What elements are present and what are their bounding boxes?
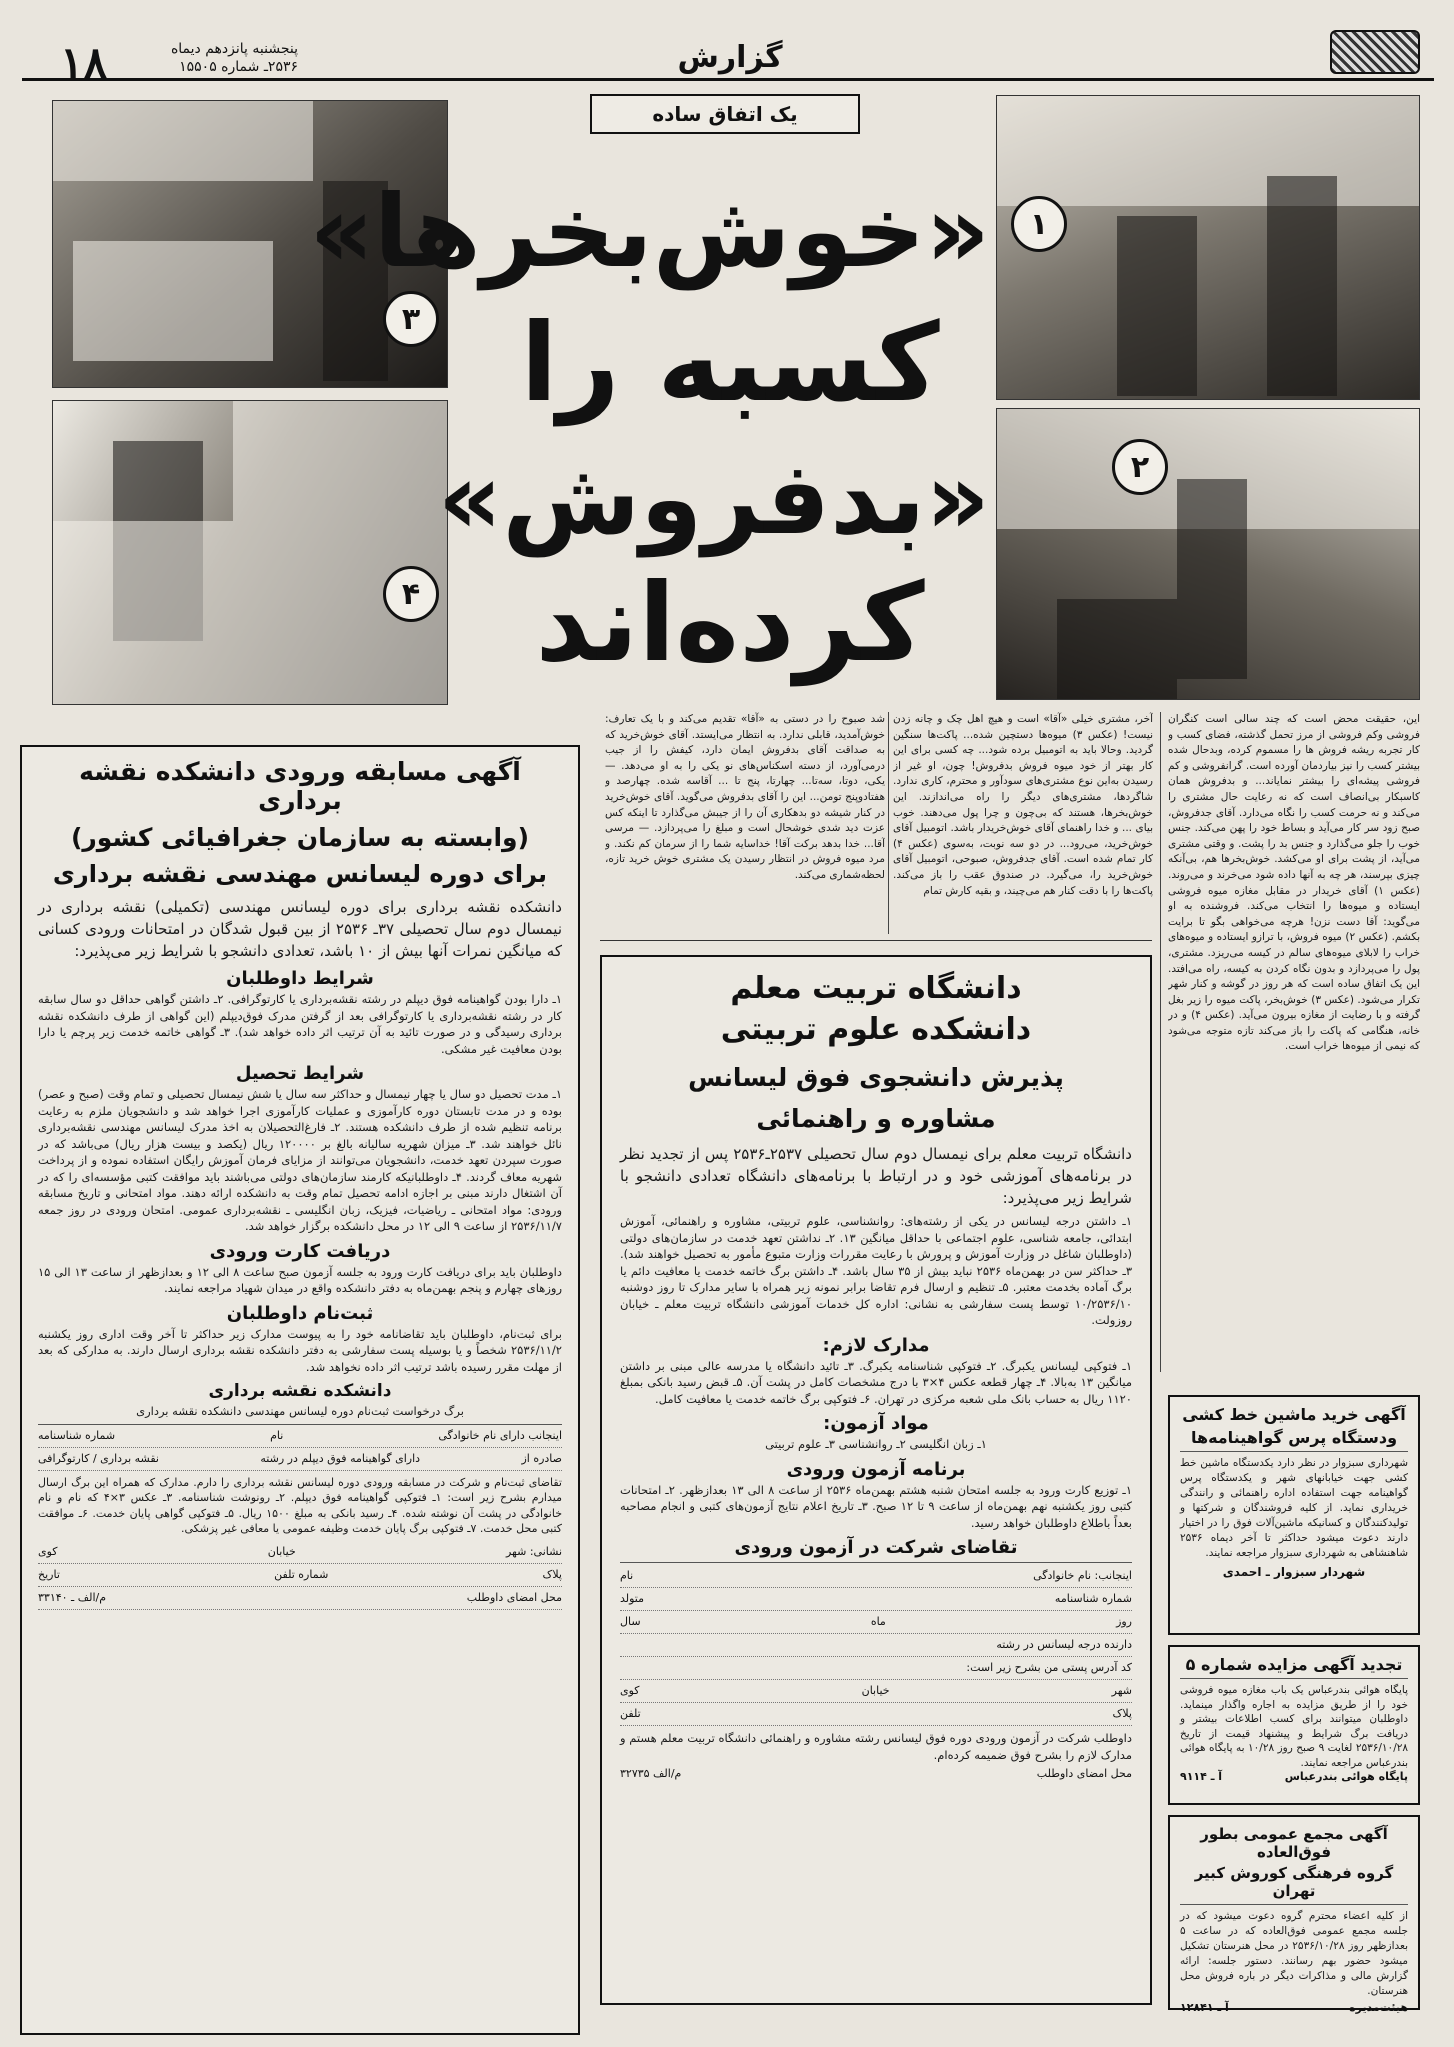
ad-survey-signature: دانشکده نقشه برداری <box>208 1381 392 1401</box>
form-field-phone[interactable]: تلفن <box>620 1707 641 1720</box>
headline-line4: کرده‌اند <box>535 561 925 686</box>
form-field-id[interactable]: شماره شناسنامه <box>38 1428 116 1442</box>
ad-survey-form-body: تقاضای ثبت‌نام و شرکت در مسابقه ورودی دوره لیسانس نقشه برداری را دارم. مدارک که همراه این برگ ارسال میدارم بشرح زیر است: ۱ـ فتوکپی گواهینامه فوق دیپلم. ۲ـ رونوشت شناسنامه. ۳ـ عکس ۳×۴ که نام و نام خانوادگی در پشت آن نوشته شده. ۴ـ رسید بانکی به مبلغ ۱۵۰۰ ریال. ۵ـ فتوکپی گواهی پایان خدمت. ۶ـ موافقت کتبی محل خدمت. ۷ـ فتوکپی برگ پایان خدمت وظیفه عمومی یا معافی غیر پزشکی. <box>38 1475 563 1535</box>
ad-tarbiat-title3: پذیرش دانشجوی فوق لیسانس <box>688 1063 1064 1092</box>
form-field-street[interactable]: خیابان <box>267 1544 296 1558</box>
ad-tarbiat-title1: دانشگاه تربیت معلم <box>730 971 1022 1006</box>
form-field-postal[interactable]: کد آدرس پستی من بشرح زیر است: <box>966 1661 1132 1674</box>
ad-survey-study: ۱ـ مدت تحصیل دو سال یا چهار نیمسال و حداکثر سه سال یا شش نیمسال تحصیلی و تمام وقت (صبح و عصر) بوده و در مدت تابستان دوره کارآموزی و عملیات کارآموزی اجرا خواهد شد و دانشجویان ملزم به رعایت برنامه تنظیم شده از طرف دانشکده هستند. ۲ـ فارغ‌التحصیلان به اخذ مدرک لیسانس مهندسی نقشه‌برداری نائل خواهند شد. ۳ـ میزان شهریه سالیانه بالغ بر ۱۲۰۰۰۰ ریال (یکصد و بیست هزار ریال) می‌باشد که در صورت سپردن تعهد خدمت، دانشجویان می‌توانند از مزایای فرمان آموزش رایگان استفاده نموده و از پرداخت شهریه معاف گردند. ۴ـ داوطلبانیکه کارمند سازمان‌های دولتی می‌باشند باید موافقت کتبی مؤسسه‌ای را که در آن اشتغال دارند مبنی بر اجازه ادامه تحصیل تمام وقت به دانشکده ارائه دهند. مواد امتحانی و تاریخ مسابقه ورودی: مواد امتحانی ـ ریاضیات، فیزیک، زبان انگلیسی ـ نقشه‌برداری عمومی. امتحان ورودی در روز جمعه ۲۵۳۶/۱۱/۷ از ساعت ۹ الی ۱۲ در محل دانشکده برگزار خواهد شد. <box>38 1087 562 1233</box>
column-rule <box>1160 712 1161 1372</box>
article-bottom-rule <box>600 940 1152 941</box>
form-field-city[interactable]: نشانی: شهر <box>505 1544 562 1558</box>
ad-general-assembly <box>1168 1815 1420 2014</box>
ad-survey-heading-card: دریافت کارت ورودی <box>209 1240 391 1262</box>
ad-survey-college <box>20 745 580 2035</box>
form-field-lane[interactable]: کوی <box>38 1544 58 1558</box>
form-field-day[interactable]: روز <box>1116 1615 1132 1628</box>
ad-survey-form-title: برگ درخواست ثبت‌نام دوره لیسانس مهندسی دانشکده نقشه برداری <box>38 1403 562 1425</box>
form-field-signature[interactable]: محل امضای داوطلب <box>1036 1767 1132 1780</box>
ad-assembly-title2: گروه فرهنگی کوروش کبیر تهران <box>1180 1864 1408 1905</box>
ad-tarbiat-subjects: ۱ـ زبان انگلیسی ۲ـ روانشناسی ۳ـ علوم تربیتی <box>765 1437 987 1451</box>
ad-tarbiat-heading-form: تقاضای شرکت در آزمون ورودی <box>620 1537 1132 1563</box>
headline-line2: کسبه را <box>520 301 940 426</box>
form-field-degree[interactable]: دارنده درجه لیسانس در رشته <box>996 1638 1132 1651</box>
ad-line-marking-machine <box>1168 1395 1420 1635</box>
form-field-lastname[interactable]: اینجانب دارای نام خانوادگی <box>438 1428 562 1442</box>
page-number: ۱۸ <box>60 38 108 89</box>
form-field-phone[interactable]: شماره تلفن <box>274 1567 329 1581</box>
form-field-city[interactable]: شهر <box>1111 1684 1132 1697</box>
ad-survey-conditions: ۱ـ دارا بودن گواهینامه فوق دیپلم در رشته نقشه‌برداری یا کارتوگرافی. ۲ـ داشتن گواهی حداقل دو سال سابقه کار در رشته نقشه‌برداری یا کارتوگرافی بعد از گرفتن مدرک فوق‌دیپلم (این گواهی از طرف دانشکده نقشه برداری رسیدگی و در صورت تائید به آن ترتیب اثر داده خواهد شد). ۳ـ گواهی خاتمه خدمت زیر پرچم یا دارا بودن معافیت غیر مشکی. <box>38 992 562 1056</box>
form-field-field[interactable]: نقشه برداری / کارتوگرافی <box>38 1451 159 1465</box>
article-column-1: این، حقیقت محض است که چند سالی است کنگران فروشی وکم فروشی از مرز تحمل گذشته، فضای کسب و کار تجربه ریشه فروش ها را مسموم کرده، وبدحال شده بیشتر کسب را نیز بیاردمان آورده است. گرانفروشی و کم فروشی پیشه‌ای را بیشتر نمایاند... و بدفروش همان کاسبکار بی‌انصاف است که نه رعایت حال مشتری را می‌کند و نه حرمت کسب را نگاه می‌دارد. آقای جدفروش، صبح زود سر کار می‌آید و بساط خود را پهن می‌کند. جنس خوب را جلو می‌گذارد و جنس بد را پشت. و وقتی مشتری می‌آید، از پشت برای او می‌کشد. خوش‌بخرها هم، بی‌آنکه چیزی بپرسند، هر چه به آنها داده شود می‌خرند و می‌روند. (عکس ۱) آقای خریدار در مقابل مغازه میوه فروشی ایستاده و میوه‌ها را انتخاب می‌کند. فروشنده به او می‌گوید: آقا دست نزن! هرچه می‌خواهی بگو تا برایت بکشم. (عکس ۲) میوه فروش، با ترازو ایستاده و میوه‌های خراب را لابلای میوه‌های سالم در کیسه می‌ریزد. مشتری، پول را می‌پردازد و بدون نگاه کردن به کیسه، راه می‌افتد. این یک اتفاق ساده است که هر روز در گوشه و کنار شهر تکرار می‌شود. (عکس ۳) خوش‌بخر، پاکت میوه را زیر بغل گرفته و با رضایت از مغازه بیرون می‌آید. (عکس ۴) و در خانه، هنگامی که پاکت را باز می‌کند تازه متوجه می‌شود که نیمی از میوه‌ها خراب است. <box>1168 713 1420 1053</box>
ad-assembly-signature: هیئت‌مدیره <box>1349 2001 1408 2014</box>
ad-tarbiat-code: م/الف ۳۲۷۳۵ <box>620 1767 682 1780</box>
ad-tarbiat-intro: دانشگاه تربیت معلم برای نیمسال دوم سال تحصیلی ۲۵۳۷ـ۲۵۳۶ پس از تجدید نظر در برنامه‌های آموزشی خود و در ارتباط با برنامه‌های دانشگاه تعدادی دانشجو با شرایط زیر می‌پذیرد: <box>620 1145 1132 1207</box>
form-field-year[interactable]: سال <box>620 1615 641 1628</box>
form-field-birthplace[interactable]: متولد <box>620 1592 645 1605</box>
ad-tarbiat-heading-docs: مدارک لازم: <box>822 1334 930 1356</box>
ad-tarbiat-form-body: داوطلب شرکت در آزمون ورودی دوره فوق لیسانس رشته مشاوره و راهنمائی دانشگاه تربیت معلم هستم و مدارک لازم را بشرح فوق ضمیمه کرده‌ام. <box>620 1731 1132 1762</box>
form-field-street[interactable]: خیابان <box>861 1684 890 1697</box>
ad-survey-title1: آگهی مسابقه ورودی دانشکده نقشه برداری <box>79 757 521 815</box>
photo-number-2: ۲ <box>1112 439 1168 495</box>
ad-auction-signature: پایگاه هوائی بندرعباس <box>1284 1770 1408 1783</box>
ad-auction-title: تجدید آگهی مزایده شماره ۵ <box>1180 1655 1408 1679</box>
section-title: گزارش <box>677 40 783 75</box>
photo-1 <box>996 95 1420 400</box>
ad-survey-register: برای ثبت‌نام، داوطلبان باید تقاضانامه خود را به پیوست مدارک زیر حداکثر تا آخر وقت اداری روز یکشنبه ۲۵۳۶/۱۱/۲ شخصاً و یا بوسیله پست سفارشی به دفتر دانشکده نقشه برداری ارسال دارند. به مدارکی که بعد از مهلت مقرر رسیده باشد ترتیب اثر داده نخواهد شد. <box>38 1326 562 1374</box>
issue-date <box>118 40 298 76</box>
headline-line1: «خوش‌بخرها» <box>309 173 990 290</box>
ad-assembly-body: از کلیه اعضاء محترم گروه دعوت میشود که در جلسه مجمع عمومی فوق‌العاده که در ساعت ۵ بعدازظهر روز ۲۵۳۶/۱۰/۲۸ در محل هنرستان تشکیل میشود حضور بهم رسانند. دستور جلسه: ارائه گزارش مالی و مذاکرات دیگر در باره فروش محل هنرستان. <box>1180 1910 1408 1997</box>
form-field-lastname[interactable]: اینجانب: نام خانوادگی <box>1033 1569 1132 1582</box>
newspaper-logo <box>1330 30 1420 74</box>
ad-tarbiat-title2: دانشکده علوم تربیتی <box>720 1012 1032 1047</box>
ad-survey-card: داوطلبان باید برای دریافت کارت ورود به جلسه آزمون صبح ساعت ۸ الی ۱۲ و بعدازظهر از ساعت ۱۳ الی ۱۵ روزهای چهارم و پنجم بهمن‌ماه به دفتر دانشکده واقع در میدان شهیاد مراجعه نمایند. <box>38 1264 562 1295</box>
ad-assembly-title1: آگهی مجمع عمومی بطور فوق‌العاده <box>1200 1825 1388 1861</box>
photo-4 <box>52 400 448 705</box>
ad-auction-body: پایگاه هوائی بندرعباس یک باب مغازه میوه فروشی خود را از طریق مزایده به اجاره واگذار مینماید. داوطلبان میتوانند برای کسب اطلاعات بیشتر و دریافت برگ شرایط و پیشنهاد قیمت از تاریخ ۲۵۳۶/۱۰/۲۸ لغایت ۹ صبح روز ۱۰/۲۸ به پایگاه هوائی بندرعباس مراجعه نمایند. <box>1180 1684 1409 1769</box>
form-field-issued[interactable]: صادره از <box>521 1451 562 1465</box>
column-rule <box>888 712 889 934</box>
ad-car-body: شهرداری سبزوار در نظر دارد یکدستگاه ماشین خط کشی جهت خیابانهای شهر و یکدستگاه پرس گواهینامه جهت استفاده اداره راهنمائی و رانندگی خریداری نماید. از کلیه فروشندگان و شرکتها و تولیدکنندگان و کسانیکه ماشین‌آلات فوق را در اختیار دارند دعوت میشود حداکثر تا آخر دیماه ۲۵۳۶ شاهنشاهی به شهرداری سبزوار مراجعه نمایند. <box>1180 1457 1408 1559</box>
article-column-3: شد صبوح را در دستی به «آقا» تقدیم می‌کند و با یک تعارف: خوش‌آمدید، قابلی ندارد. به انتظار می‌ایستد. آقای خوش‌خرید که به صداقت آقای بدفروش ایمان دارد، کیفش را از جیب درمی‌آورد، از دسته اسکناس‌های نو یکی را به او می‌دهد. — یکی، دوتا، سه‌تا... چهارتا، پنج تا ... آقاسه شده. چهارصد و هفتادوپنج تومن... این را آقای بدفروش می‌گوید. آقای خوش‌خرید در کنار شیشه دو بدهکاری آن را از جیبش می‌گذارد تا اینکه کس عزت دید شدی خوشحال است و مبلغ را می‌پردازد. — مرسی آقا... خدا بدهد برکت آقا! خداسایه شما را از سرمان کم نکند. و مرد میوه فروش در انتظار رسیدن یک مشتری خوش خرید تازه، لحظه‌شماری می‌کند. <box>605 713 885 881</box>
form-field-name[interactable]: نام <box>270 1428 284 1442</box>
form-field-plate[interactable]: پلاک <box>1112 1707 1132 1720</box>
ad-survey-heading-study: شرایط تحصیل <box>235 1063 365 1084</box>
form-field-month[interactable]: ماه <box>870 1615 886 1628</box>
ad-auction-code: آ ـ ۹۱۱۴ <box>1180 1770 1223 1783</box>
ad-tarbiat-program: ۱ـ توزیع کارت ورود به جلسه امتحان شنبه هشتم بهمن‌ماه ۲۵۳۶ از ساعت ۸ الی ۱۳ بعدازظهر. ۲ـ امتحانات کتبی روز یکشنبه نهم بهمن‌ماه از ساعت ۹ تا ۱۲ صبح. ۳ـ تاریخ اعلام نتایج آزمون‌های کتبی و انجام مصاحبه بعداً باطلاع داوطلبان خواهد رسید. <box>620 1482 1133 1530</box>
kicker-box: یک اتفاق ساده <box>590 94 860 134</box>
ad-survey-title2: (وابسته به سازمان جغرافیائی کشور) <box>70 823 530 852</box>
ad-survey-form <box>38 1425 562 1471</box>
ad-survey-heading-register: ثبت‌نام داوطلبان <box>226 1302 374 1324</box>
issue-date-line1: پنجشنبه پانزدهم دیماه <box>170 41 298 57</box>
ad-tarbiat-heading-subjects: مواد آزمون: <box>823 1413 929 1434</box>
ad-survey-intro: دانشکده نقشه برداری برای دوره لیسانس مهندسی (تکمیلی) نقشه برداری در نیمسال دوم سال تحصیلی ۳۷ـ ۲۵۳۶ از بین قبول شدگان در امتحانات ورودی کسانی که میانگین نمرات آنها بیش از ۱۰ باشد، تعدادی دانشجو با شرایط زیر می‌پذیرد: <box>38 898 562 960</box>
ad-tarbiat-title4: مشاوره و راهنمائی <box>756 1104 996 1133</box>
ad-car-title1: آگهی خرید ماشین خط کشی <box>1182 1405 1406 1424</box>
ad-survey-code: م/الف ـ ۳۳۱۴۰ <box>38 1590 107 1604</box>
form-field-plate[interactable]: پلاک <box>542 1567 562 1581</box>
headline-line3: «بدفروش» <box>437 440 990 557</box>
ad-car-signature: شهردار سبزوار ـ احمدی <box>1222 1565 1366 1579</box>
ad-teacher-training-university <box>600 955 1152 2005</box>
ad-survey-form-address <box>38 1541 562 1610</box>
form-field-name[interactable]: نام <box>620 1569 634 1582</box>
ad-tarbiat-conditions: ۱ـ داشتن درجه لیسانس در یکی از رشته‌های: روانشناسی، علوم تربیتی، مشاوره و راهنمائی، آموزش ابتدائی، جامعه شناسی، علوم اجتماعی با حداقل میانگین ۱۳. ۲ـ نداشتن تعهد خدمت در سازمان‌های دولتی (داوطلبان شاغل در وزارت آموزش و پرورش با رعایت مقررات وزارت متبوع مأمور به تحصیل خواهند شد). ۳ـ حداکثر سن در بهمن‌ماه ۲۵۳۶ نباید بیش از ۳۵ سال باشد. ۴ـ داشتن برگ خاتمه خدمت یا معافیت دائم یا برگ آماده بخدمت معتبر. ۵ـ تنظیم و ارسال فرم تقاضا برابر نمونه زیر همراه با سایر مدارک تا روز دوشنبه ۱۰/۲۵۳۶/۱۰ توسط پست سفارشی به نشانی: اداره کل خدمات آموزشی دانشگاه تربیت معلم ـ خیابان روزولت. <box>620 1214 1133 1327</box>
ad-tarbiat-docs: ۱ـ فتوکپی لیسانس یکبرگ. ۲ـ فتوکپی شناسنامه یکبرگ. ۳ـ تائید دانشگاه یا مدرسه عالی مبنی بر داشتن میانگین ۱۳ به‌بالا. ۴ـ چهار قطعه عکس ۴×۳ با درج مشخصات کامل در پشت آن. ۵ـ قبض رسید بانکی بمبلغ ۱۱۲۰ ریال به حساب بانک ملی شعبه مرکزی در تهران. ۶ـ فتوکپی برگ خاتمه خدمت یا معافیت کامل. <box>620 1358 1132 1406</box>
form-field-date[interactable]: تاریخ <box>38 1567 60 1581</box>
article-column-2: آخر، مشتری خیلی «آقا» است و هیچ اهل چک و چانه زدن نیست! (عکس ۳) میوه‌ها دستچین شده... پاکت‌ها سنگین گردید. وحالا باید به اتومبیل برده شود... چه کسی برای این کار بهتر از خود میوه فروش بدفروش! چون، او غیر از رسیدن به‌این نوع مشتری‌های سودآور و محترم، کاری ندارد. شاگردها، مشتری‌های دیگر را راه می‌اندازند. این خوش‌بخرها، هستند که بی‌چون و چرا پول می‌دهند. خوب بیای ... و خدا راهنمای آقای خوش‌خریدار باشد. اتومبیل آقای خوش‌خرید، می‌رود... در دو سه نوبت، به‌سوی (عکس ۴) کار تمام شده است. آقای جدفروش، صبوحی، اتومبیل آقای خوش‌خرید را، می‌گیرد. در صندوق عقب را باز می‌کند. پاکت‌ها را با دقت کنار هم می‌چیند، و بقیه کارش تمام <box>893 713 1153 897</box>
issue-date-line2: ۲۵۳۶ـ شماره ۱۵۵۰۵ <box>179 59 298 75</box>
form-field-signature[interactable]: محل امضای داوطلب <box>466 1590 562 1604</box>
ad-assembly-code: آ ـ ۱۲۸۴۱ <box>1180 2001 1229 2014</box>
photo-number-3: ۳ <box>383 291 439 347</box>
photo-2 <box>996 408 1420 700</box>
form-field-lane[interactable]: کوی <box>620 1684 640 1697</box>
ad-tarbiat-heading-program: برنامه آزمون ورودی <box>786 1458 966 1480</box>
ad-car-title2: ودستگاه پرس گواهینامه‌ها <box>1180 1428 1408 1452</box>
ad-tarbiat-form <box>620 1565 1132 1726</box>
header-rule <box>22 78 1434 81</box>
ad-survey-title3: برای دوره لیسانس مهندسی نقشه برداری <box>52 860 548 888</box>
form-field-diploma[interactable]: دارای گواهینامه فوق دیپلم در رشته <box>260 1451 421 1465</box>
form-field-id[interactable]: شماره شناسنامه <box>1054 1592 1132 1605</box>
photo-number-4: ۴ <box>383 566 439 622</box>
ad-auction-notice <box>1168 1645 1420 1805</box>
ad-survey-heading-conditions: شرایط داوطلبان <box>226 968 374 989</box>
photo-number-1: ۱ <box>1011 196 1067 252</box>
